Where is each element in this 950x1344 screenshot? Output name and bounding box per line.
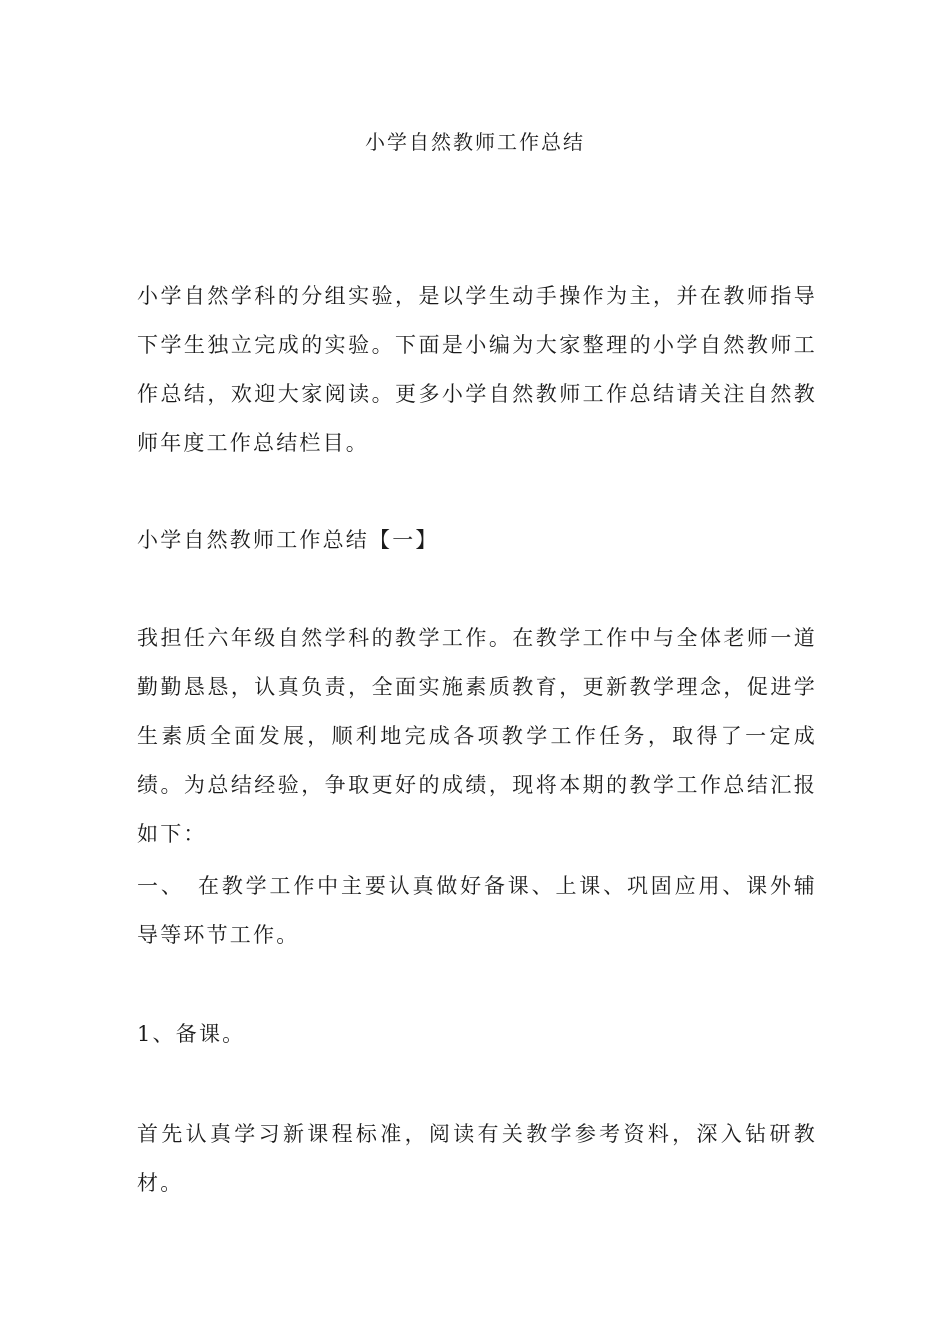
document-title: 小学自然教师工作总结 [365, 130, 585, 154]
body-paragraph: 首先认真学习新课程标准，阅读有关教学参考资料，深入钻研教材。 [137, 1122, 817, 1195]
sub-heading: 1、备课。 [137, 1022, 246, 1046]
section-heading: 小学自然教师工作总结【一】 [137, 528, 439, 552]
numbered-heading: 一、 在教学工作中主要认真做好备课、上课、巩固应用、课外辅导等环节工作。 [137, 874, 817, 947]
body-paragraph: 我担任六年级自然学科的教学工作。在教学工作中与全体老师一道勤勤恳恳，认真负责，全面实施素质教育，更新教学理念，促进学生素质全面发展，顺利地完成各项教学工作任务，取得了一定成绩。为总结经验，争取更好的成绩，现将本期的教学工作总结汇报如下： [137, 626, 817, 846]
intro-paragraph: 小学自然学科的分组实验，是以学生动手操作为主，并在教师指导下学生独立完成的实验。下面是小编为大家整理的小学自然教师工作总结，欢迎大家阅读。更多小学自然教师工作总结请关注自然教师年度工作总结栏目。 [137, 284, 817, 455]
